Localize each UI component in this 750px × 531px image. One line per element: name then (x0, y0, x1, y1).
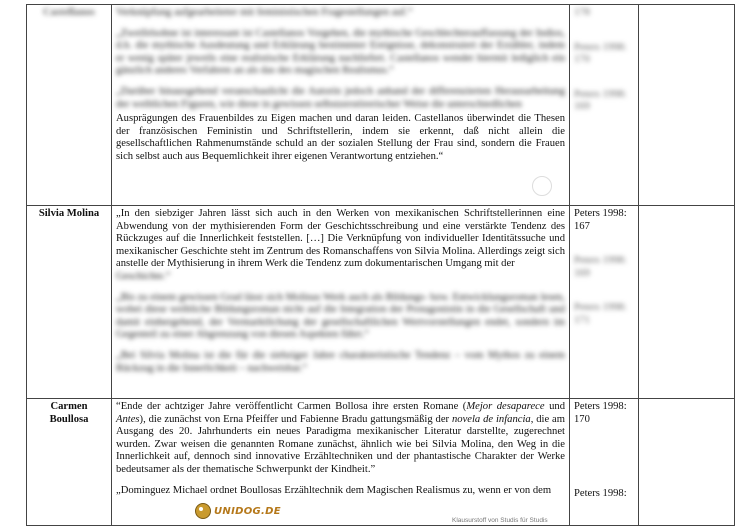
footer-note: Klausurstoff von Studis für Studis (452, 517, 548, 524)
quote-paragraph: Ausprägungen des Frauenbildes zu Eigen machen und daran leiden. Castellanos überwindet die Thesen der französischen Feministin und Schriftstellerin, indem sie erkennt, daß nicht allein die gesellschaftlichen Rahmenumstände schuld an der sozialen Stellung der Frau sind, sondern die Frauen sich selbst auch aus Bequemlichkeit ihrer eigenen Verantwortung entziehen.“ (116, 113, 565, 162)
quote-paragraph: „Zweifelsohne ist interessant ist Castellanos Vorgehen, die mythische Geschlechterauffassung der Indios, d.h. die mythische Ausdeutung und Erklärung bestimmter Ereignisse, dekonstruiert der Erzähler, indem er wenig später jeweils eine realistische Erklärung nachliefert. Castellanos wendet hiermit lediglich ein gänzlich anderes Verfahren an als das des magischen Realismus.“ (116, 27, 565, 77)
italic-title: Antes (116, 413, 140, 425)
quote-text: “Ende der achtziger Jahre veröffentlicht Carmen Bollosa ihre ersten Romane ( (116, 401, 467, 412)
source-citation: Peters 1998: 167 (574, 208, 627, 232)
literature-table (26, 4, 735, 526)
logo-text: UNIDOG.DE (214, 505, 281, 517)
notes-cell (639, 399, 735, 526)
source-citation: Peters 1998: 170 (574, 41, 627, 66)
source-cell (570, 206, 639, 399)
quote-cell (112, 206, 570, 399)
quote-paragraph: „In den siebziger Jahren lässt sich auch in den Werken von mexikanischen Schriftstellerinnen eine Abwendung von der mythisierenden Form der Geschichtsschreibung und eine verstärkte Tendenz des Rückzuges auf die Innerlichkeit feststellen. […] Die Verknüpfung von individueller Identitätssuche und mexikanischer Geschichte steht im Zentrum des Romanschaffens von Silvia Molina. Allerdings zeigt sich anstelle der Mythisierung in ihrem Werk die Tendenz zum dokumentarischen Umgang mit der (116, 208, 565, 270)
source-citation: Peters 1998: 170 (574, 401, 627, 425)
author-cell: Silvia Molina (27, 206, 112, 399)
quote-cell (112, 5, 570, 206)
quote-paragraph: „Bis zu einem gewissen Grad lässt sich Molinas Werk auch als Bildungs- bzw. Entwicklungsroman lesen, wobei diese weibliche Bildungsroman nicht auf die Integration der Protagonistin in die Gesellschaft und damit einhergehend, der Vermarktlichung der gesellschaftlichen Wertvorstellungen endet, sondern im Gegenteil zu einer Abgrenzung von diesen Aspekten führt.“ (116, 291, 565, 341)
quote-paragraph: „Darüber hinausgehend veranschaulicht die Autorin jedoch anhand der differenzierten Herausarbeitung der weiblichen Figuren, wie diese in gewissen selbstzerstörerischer Weise die unterschiedlichen (116, 85, 565, 110)
author-cell: Carmen Boullosa (27, 399, 112, 526)
notes-cell (639, 5, 735, 206)
quote-text: , die am Ausgang des 20. Jahrhunderts ein neues Paradigma mexikanischer Literatur darstellte, zugerechnet wurden. Zwar weisen die genannten Romane zunächst, ähnlich wie bei Silvia Molina, den Weg in die Innerlichkeit auf, dennoch sind innovative Erzähltechniken und der phantastische Charakter der Werke bedeutsamer als der thematische Schwerpunkt der Kindheit.” (116, 413, 565, 475)
quote-text: ), die zunächst von Erna Pfeiffer und Fabienne Bradu gattungsmäßig der (139, 413, 452, 425)
source-citation: Peters 1998: 171 (574, 302, 627, 326)
quote-paragraph: „Bei Silvia Molina ist die für die siebziger Jahre charakteristische Tendenz – vom Mythos zu einem Rückzug in die Innerlichkeit – nachweisbar.“ (116, 349, 565, 374)
quote-paragraph (116, 401, 565, 477)
watermark-circle (532, 176, 552, 196)
quote-cell (112, 399, 570, 526)
notes-cell (639, 206, 735, 399)
source-citation: Peters 1998: 169 (574, 255, 627, 279)
source-citation: Peters 1998: (574, 488, 627, 500)
table-row (27, 206, 735, 399)
table-row (27, 5, 735, 206)
italic-title: Mejor desaparece (466, 401, 545, 412)
quote-paragraph: Geschichte.“ (116, 270, 171, 282)
source-citation: 178 (574, 7, 590, 18)
dog-mascot-icon (195, 503, 211, 519)
author-cell: Castellanos (27, 5, 112, 206)
quote-text: und (544, 401, 566, 412)
source-citation: Peters 1998: 169 (574, 88, 627, 113)
quote-paragraph: „Dominguez Michael ordnet Boullosas Erzähltechnik dem Magischen Realismus zu, wenn er von dem (116, 484, 552, 496)
table-row (27, 399, 735, 526)
source-cell (570, 399, 639, 526)
footer-logo[interactable] (195, 503, 281, 519)
quote-paragraph: Verknüpfung aufgearbeiteter mit feministischen Fragestellungen auf.“ (116, 7, 413, 18)
italic-title: novela de infancia (451, 413, 531, 425)
source-cell (570, 5, 639, 206)
